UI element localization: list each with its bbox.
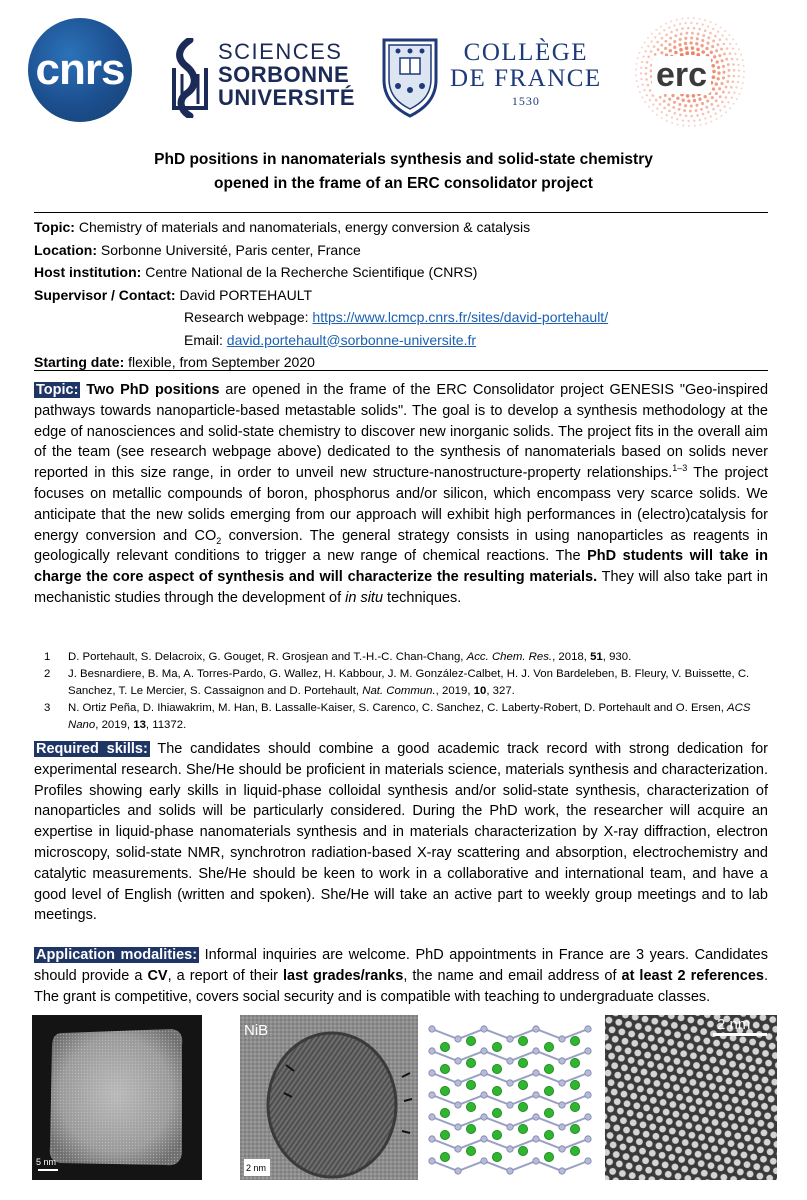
reference-number: 1: [44, 651, 51, 663]
topic-italic: in situ: [345, 589, 384, 606]
info-supervisor-value: David PORTEHAULT: [175, 286, 312, 303]
info-topic-label: Topic:: [34, 219, 75, 235]
reference-authors: N. Ortiz Peña, D. Ihiawakrim, M. Han, B. Lassalle-Kaiser, S. Carenco, C. Sanchez, C. Laberty-Robert, D. Portehault and O. Ersen,: [68, 702, 728, 714]
college-line-1: COLLÈGE: [463, 39, 589, 66]
topic-subscript: 2: [216, 535, 222, 546]
info-host-label: Host institution:: [34, 264, 142, 280]
title-line-1: PhD positions in nanomaterials synthesis and solid-state chemistry: [154, 151, 653, 168]
info-host-value: Centre National de la Recherche Scientifique (CNRS): [141, 264, 478, 280]
reference-pages: , 11372.: [145, 719, 187, 731]
stem-image-nanocube: [32, 1015, 202, 1180]
sorbonne-line-1: SCIENCES: [218, 39, 343, 64]
application-text-2: , a report of their: [167, 967, 284, 984]
reference-journal: Acc. Chem. Res.: [466, 651, 553, 663]
application-text-4: . The grant is competitive, covers social security and is compatible with teaching to undergraduate classes.: [34, 967, 768, 1005]
college-crest-icon: [380, 34, 440, 118]
reference-item: [34, 666, 768, 700]
info-location: [34, 239, 768, 262]
info-topic-value: Chemistry of materials and nanomaterials, energy conversion & catalysis: [74, 219, 531, 235]
email-link[interactable]: david.portehault@sorbonne-universite.fr: [226, 331, 477, 348]
sorbonne-line-3: UNIVERSITÉ: [218, 85, 356, 111]
reference-item: [34, 700, 768, 734]
topic-bold-2: PhD students will take in charge the core aspect of synthesis and will characterize the resulting materials.: [34, 548, 768, 586]
reference-volume: 51: [590, 651, 603, 663]
sorbonne-logo: [168, 38, 368, 118]
topic-text-3: The project focuses on metallic compounds of boron, phosphorus and/or silicon, which encompass very scarce solids. We anticipate that the new solids emerging from our approach will exhibit high performances in (electro)catalysis for energy conversion and CO: [34, 465, 769, 544]
page-title: [40, 148, 767, 196]
img4-scalebar-label: 2 nm: [717, 1016, 751, 1033]
info-topic: [34, 216, 768, 239]
image-strip: [32, 1015, 777, 1180]
college-line-2: DE FRANCE: [450, 65, 602, 93]
reference-number: 3: [44, 702, 51, 714]
divider-top: [34, 212, 768, 213]
skills-text: The candidates should combine a good academic track record with strong dedication for experimental research. She/He should be proficient in materials science, materials synthesis and characterization. Profiles showing early skills in liquid-phase colloidal synthesis and/or solid-state synthesis, characterization of nanoparticles and solids will be particularly considered. During the PhD work, the researcher will acquire an expertise in liquid-phase nanomaterials synthesis and in materials characterization by X-ray diffraction, electron microscopy, solid-state NMR, synchrotron radiation-based X-ray scattering and absorption, electrochemistry and catalytic measurements. She/He should be keen to work in a collaborative and international team, and have a good level of English (written and spoken). She/He will take an active part to weekly group meetings and to lab meetings.: [34, 741, 768, 924]
info-supervisor-label: Supervisor / Contact:: [34, 286, 176, 303]
info-start-value: flexible, from September 2020: [124, 354, 315, 370]
topic-text-2: are opened in the frame of the ERC Consolidator project GENESIS "Geo-inspired pathways towards nanoparticle-based metastable solids". The goal is to develop a synthesis methodology at the edge of nanosciences and solid-state chemistry to discover new inorganic solids. The project fits in the overall aim of the team (see research webpage above) dedicated to the synthesis of nanomaterials based on solids never reported in this size range, in order to unveil new structure-nanostructure-property relationships.: [34, 382, 769, 482]
application-text-1: Informal inquiries are welcome. PhD appointments in France are 3 years. Candidates should provide a: [34, 947, 769, 984]
reference-text: [68, 700, 768, 734]
skills-section: [34, 739, 768, 926]
info-webpage: [34, 306, 768, 329]
reference-year: , 2019,: [95, 719, 134, 731]
skills-heading: Required skills:: [36, 741, 148, 757]
topic-section: [34, 380, 768, 609]
img1-scalebar-label: 5 nm: [36, 1157, 57, 1167]
application-section: [34, 945, 768, 1007]
reference-item: [34, 649, 768, 666]
application-bold-references: at least 2 references: [621, 967, 764, 984]
topic-bold-1: Two PhD positions: [86, 382, 220, 398]
application-bold-cv: CV: [147, 967, 168, 984]
reference-volume: 13: [133, 719, 146, 731]
info-supervisor: [34, 284, 768, 307]
reference-number: 2: [44, 668, 51, 680]
hrtem-lattice-image: [605, 1015, 777, 1180]
college-year: 1530: [511, 93, 540, 108]
reference-volume: 10: [473, 685, 487, 697]
img2-scalebar-label: 2 nm: [246, 1163, 267, 1173]
cnrs-logo-text: cnrs: [35, 45, 125, 94]
divider-bottom: [34, 370, 768, 371]
reference-authors: D. Portehault, S. Delacroix, G. Gouget, R. Grosjean and T.-H.-C. Chan-Chang,: [68, 651, 467, 663]
sorbonne-wordmark: [218, 40, 355, 109]
info-email-label: Email:: [184, 331, 227, 348]
topic-heading: Topic:: [36, 382, 79, 398]
college-wordmark: [450, 40, 602, 107]
info-webpage-label: Research webpage:: [184, 309, 313, 325]
topic-citation: 1–3: [672, 463, 688, 474]
topic-text-5: They will also take part in mechanistic studies through the development of: [34, 569, 768, 606]
reference-journal: ACS Nano: [68, 702, 751, 731]
title-line-2: opened in the frame of an ERC consolidator project: [214, 175, 593, 192]
sorbonne-line-2: SORBONNE: [218, 62, 350, 88]
info-start-label: Starting date:: [34, 354, 125, 370]
research-webpage-link[interactable]: https://www.lcmcp.cnrs.fr/sites/david-portehault/: [312, 309, 609, 325]
topic-text-4: conversion. The general strategy consists in using nanoparticles as reagents in geologically relevant conditions to trigger a new range of chemical reactions. The: [34, 527, 768, 565]
info-block: [34, 216, 768, 374]
crystal-structure-diagram: [424, 1015, 592, 1180]
erc-logo-text: erc: [652, 56, 711, 94]
logo-bar: [28, 14, 788, 134]
reference-text: [68, 666, 768, 700]
reference-year: , 2019,: [435, 685, 474, 697]
reference-journal: Nat. Commun.: [362, 685, 436, 697]
reference-authors: J. Besnardiere, B. Ma, A. Torres-Pardo, G. Wallez, H. Kabbour, J. M. González-Calbet, H. J. Von Bardeleben, B. Fleury, V. Buissette, C. Sanchez, T. Le Mercier, S. Cassaignon and D. Portehault,: [68, 668, 750, 697]
reference-list: [34, 649, 768, 734]
info-location-value: Sorbonne Université, Paris center, France: [97, 241, 361, 258]
tem-image-nib: [240, 1015, 418, 1180]
reference-pages: , 930.: [602, 651, 632, 663]
info-email: [34, 329, 768, 352]
reference-year: , 2018,: [552, 651, 591, 663]
reference-pages: , 327.: [486, 685, 515, 697]
application-heading: Application modalities:: [36, 947, 198, 963]
topic-text-6: techniques.: [383, 589, 462, 606]
application-text-3: , the name and email address of: [403, 967, 622, 984]
info-location-label: Location:: [34, 241, 97, 258]
application-bold-grades: last grades/ranks: [283, 967, 404, 984]
sorbonne-emblem-icon: [168, 38, 212, 118]
img2-label: NiB: [244, 1022, 269, 1039]
cnrs-logo: [28, 18, 132, 122]
college-de-france-logo: [380, 34, 620, 124]
reference-text: [68, 649, 768, 666]
erc-logo: [634, 14, 746, 130]
info-host: [34, 261, 768, 284]
